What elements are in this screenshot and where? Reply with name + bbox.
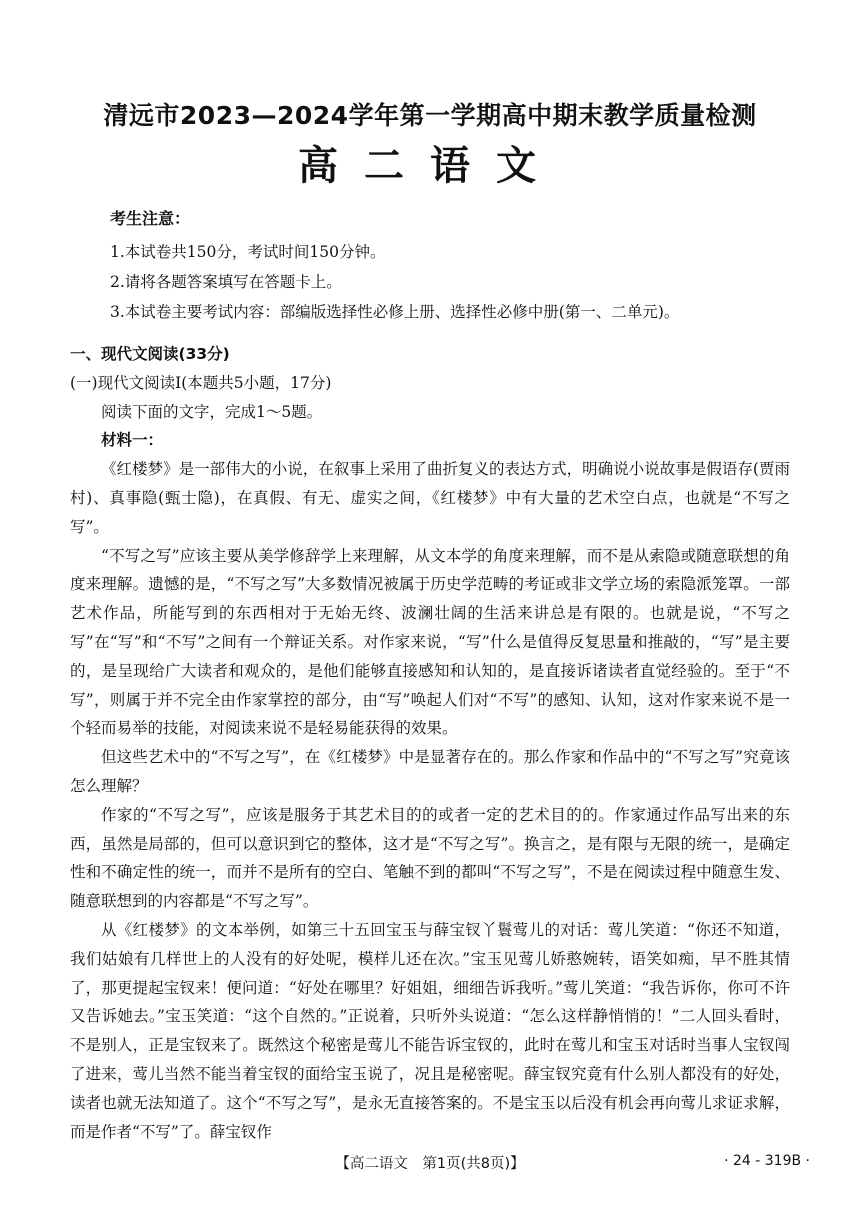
paragraph: 但这些艺术中的“不写之写”，在《红楼梦》中是显著存在的。那么作家和作品中的“不写之写”究竟该怎么理解？ <box>70 748 790 795</box>
notice-item: 2.请将各题答案填写在答题卡上。 <box>110 273 342 291</box>
subsection-heading: (一)现代文阅读Ⅰ(本题共5小题，17分) <box>70 373 332 392</box>
material-label: 材料一： <box>101 431 164 450</box>
subject-title: 高二语文 <box>298 143 562 189</box>
notice-item: 1.本试卷共150分，考试时间150分钟。 <box>110 243 386 261</box>
paragraph: 从《红楼梦》的文本举例，如第三十五回宝玉与薛宝钗丫鬟莺儿的对话：莺儿笑道：“你还不知道，我们姑娘有几样世上的人没有的好处呢，模样儿还在次。”宝玉见莺儿娇憨婉转，语笑如痴，早不胜其情了，那更提起宝钗来！便问道：“好处在哪里？好姐姐，细细告诉我听。”莺儿笑道：“我告诉你，你可不许又告诉她去。”宝玉笑道：“这个自然的。”正说着，只听外头说道：“怎么这样静悄悄的！”二人回头看时，不是别人，正是宝钗来了。既然这个秘密是莺儿不能告诉宝钗的，此时在莺儿和宝玉对话时当事人宝钗闯了进来，莺儿当然不能当着宝钗的面给宝玉说了，况且是秘密呢。薛宝钗究竟有什么别人都没有的好处，读者也就无法知道了。这个“不写之写”，是永无直接答案的。不是宝玉以后没有机会再向莺儿求证求解，而是作者“不写”了。薛宝钗作 <box>70 920 790 1141</box>
section-heading: 一、现代文阅读(33分) <box>70 345 230 363</box>
notice-heading: 考生注意： <box>110 209 191 228</box>
exam-title: 清远市2023—2024学年第一学期高中期末教学质量检测 <box>103 101 757 130</box>
notice-item: 3.本试卷主要考试内容：部编版选择性必修上册、选择性必修中册(第一、二单元)。 <box>110 303 680 321</box>
exam-code: · 24 - 319B · <box>724 1153 810 1169</box>
reading-section <box>70 340 790 1146</box>
candidate-notice <box>110 206 679 327</box>
reading-instruction: 阅读下面的文字，完成1～5题。 <box>101 402 323 421</box>
page-footer: 【高二语文 第1页(共8页)】 <box>335 1156 525 1172</box>
paragraph: 《红楼梦》是一部伟大的小说，在叙事上采用了曲折复义的表达方式，明确说小说故事是假语存(贾雨村)、真事隐(甄士隐)，在真假、有无、虚实之间，《红楼梦》中有大量的艺术空白点，也就是“不写之写”。 <box>70 460 790 536</box>
paragraph: “不写之写”应该主要从美学修辞学上来理解，从文本学的角度来理解，而不是从索隐或随意联想的角度来理解。遗憾的是，“不写之写”大多数情况被属于历史学范畴的考证或非文学立场的索隐派笼罩。一部艺术作品，所能写到的东西相对于无始无终、波澜壮阔的生活来讲总是有限的。也就是说，“不写之写”在“写”和“不写”之间有一个辩证关系。对作家来说，“写”什么是值得反复思量和推敲的，“写”是主要的，是呈现给广大读者和观众的，是他们能够直接感知和认知的，是直接诉诸读者直觉经验的。至于“不写”，则属于并不完全由作家掌控的部分，由“写”唤起人们对“不写”的感知、认知，这对作家来说不是一个轻而易举的技能，对阅读来说不是轻易能获得的效果。 <box>70 546 790 738</box>
paragraph: 作家的“不写之写”，应该是服务于其艺术目的的或者一定的艺术目的的。作家通过作品写出来的东西，虽然是局部的，但可以意识到它的整体，这才是“不写之写”。换言之，是有限与无限的统一，是确定性和不确定性的统一，而并不是所有的空白、笔触不到的都叫“不写之写”，不是在阅读过程中随意生发、随意联想到的内容都是“不写之写”。 <box>70 805 790 911</box>
